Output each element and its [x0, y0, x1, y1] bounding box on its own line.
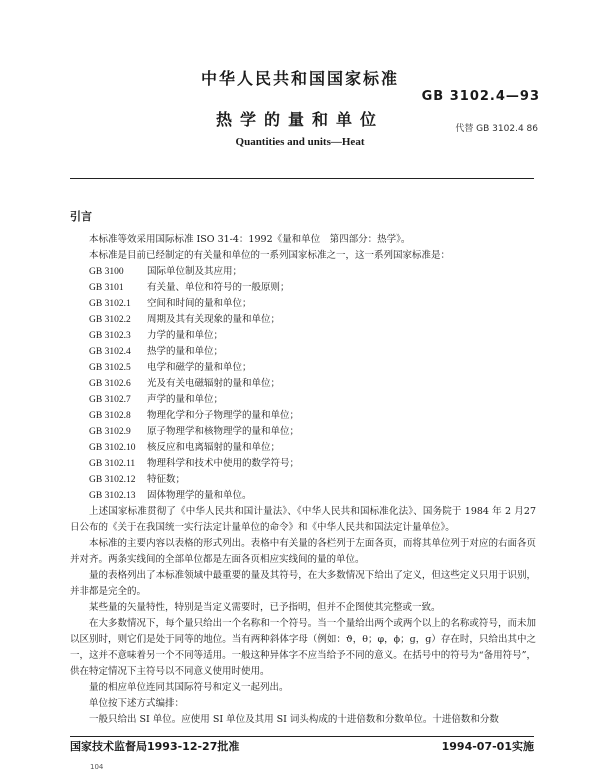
standard-list-item	[70, 264, 536, 280]
standard-name-cell: 热学的量和单位；	[147, 346, 224, 357]
implementation-date: 1994-07-01实施	[441, 740, 534, 753]
approval-line: 国家技术监督局1993-12-27批准	[70, 740, 240, 753]
standard-list-item	[70, 328, 536, 344]
standard-name-cell: 国际单位制及其应用；	[147, 266, 243, 277]
standard-name-cell: 周期及其有关现象的量和单位；	[147, 314, 281, 325]
standard-list-item	[70, 296, 536, 312]
intro-paragraph-1: 本标准等效采用国际标准 ISO 31-4：1992《量和单位 第四部分：热学》。	[89, 234, 411, 245]
standard-code-cell: GB 3102.5	[89, 363, 131, 373]
footer-divider	[70, 736, 534, 737]
intro-paragraph-5: 量的表格列出了本标准领域中最重要的量及其符号，在大多数情况下给出了定义，但这些定义只用于识别，并非都是完全的。	[70, 570, 536, 597]
standard-name-cell: 固体物理学的量和单位。	[147, 490, 252, 501]
standard-name-cell: 空间和时间的量和单位；	[147, 298, 252, 309]
standard-name-cell: 核反应和电离辐射的量和单位；	[147, 442, 281, 453]
standard-code-cell: GB 3102.7	[89, 395, 131, 405]
standard-list-item	[70, 424, 536, 440]
standard-list-item	[70, 392, 536, 408]
english-title: Quantities and units—Heat	[235, 136, 365, 148]
standard-code-cell: GB 3102.2	[89, 315, 131, 325]
intro-paragraph-10: 一般只给出 SI 单位。应使用 SI 单位及其用 SI 词头构成的十进倍数和分数单位。十进倍数和分数	[89, 714, 499, 725]
standard-name-cell: 物理化学和分子物理学的量和单位；	[147, 410, 300, 421]
standard-list-item	[70, 488, 536, 504]
standard-list-item	[70, 408, 536, 424]
standard-list-item	[70, 456, 536, 472]
standard-code-cell: GB 3100	[89, 267, 124, 277]
header-divider	[70, 178, 534, 179]
supersedes-note: 代替 GB 3102.4 86	[455, 124, 538, 134]
intro-paragraph-6: 某些量的矢量特性，特别是当定义需要时，已予指明，但并不企图使其完整或一致。	[89, 602, 441, 613]
standard-name-cell: 电学和磁学的量和单位；	[147, 362, 252, 373]
intro-paragraph-7: 在大多数情况下，每个量只给出一个名称和一个符号。当一个量给出两个或两个以上的名称或符号，而未加以区别时，则它们是处于同等的地位。当有两种斜体字母（例如：ϑ，θ；φ，ϕ；g，ɡ）存在时，只给出其中之一，这并不意味着另一个不同等适用。一般这种异体字不应当给予不同的意义。在括号中的符号为“备用符号”，供在特定情况下主符号以不同意义使用时使用。	[70, 618, 536, 677]
intro-paragraph-8: 量的相应单位连同其国际符号和定义一起列出。	[89, 682, 289, 693]
standard-code-cell: GB 3102.6	[89, 379, 131, 389]
intro-body	[70, 232, 536, 728]
standard-code-cell: GB 3102.9	[89, 427, 131, 437]
standard-code-cell: GB 3102.11	[89, 459, 136, 469]
standard-name-cell: 特征数；	[147, 474, 186, 485]
standard-code-cell: GB 3102.1	[89, 299, 131, 309]
standard-name-cell: 原子物理学和核物理学的量和单位；	[147, 426, 300, 437]
standard-list-item	[70, 472, 536, 488]
page-number: 104	[90, 763, 104, 771]
intro-paragraph-9: 单位按下述方式编排：	[89, 698, 185, 709]
standard-name-cell: 声学的量和单位；	[147, 394, 224, 405]
standard-code-cell: GB 3102.4	[89, 347, 131, 357]
standard-list-item	[70, 376, 536, 392]
intro-paragraph-3: 上述国家标准贯彻了《中华人民共和国计量法》、《中华人民共和国标准化法》、国务院于 1984 年 2 月27 日公布的《关于在我国统一实行法定计量单位的命令》和《中华人民共和国法定计量单位》。	[70, 506, 536, 533]
standard-list-item	[70, 440, 536, 456]
standard-code: GB 3102.4—93	[421, 89, 540, 104]
standard-code-cell: GB 3102.10	[89, 443, 136, 453]
standard-list-item	[70, 344, 536, 360]
standard-code-cell: GB 3102.3	[89, 331, 131, 341]
standard-code-cell: GB 3102.12	[89, 475, 136, 485]
standard-name-cell: 力学的量和单位；	[147, 330, 224, 341]
standard-name-cell: 有关量、单位和符号的一般原则；	[147, 282, 290, 293]
national-standard-heading: 中华人民共和国国家标准	[200, 69, 399, 88]
document-title: 热学的量和单位	[215, 110, 384, 129]
standard-list-item	[70, 280, 536, 296]
standards-list	[70, 264, 536, 504]
standard-list-item	[70, 360, 536, 376]
intro-paragraph-2: 本标准是目前已经制定的有关量和单位的一系列国家标准之一，这一系列国家标准是：	[89, 250, 451, 261]
standard-code-cell: GB 3101	[89, 283, 124, 293]
standard-name-cell: 物理科学和技术中使用的数学符号；	[147, 458, 300, 469]
intro-heading: 引言	[70, 210, 92, 223]
standard-list-item	[70, 312, 536, 328]
standard-code-cell: GB 3102.13	[89, 491, 136, 501]
intro-paragraph-4: 本标准的主要内容以表格的形式列出。表格中有关量的各栏列于左面各页，而将其单位列于对应的右面各页并对齐。两条实线间的全部单位都是左面各页相应实线间的量的单位。	[70, 538, 536, 565]
standard-code-cell: GB 3102.8	[89, 411, 131, 421]
standard-name-cell: 光及有关电磁辐射的量和单位；	[147, 378, 281, 389]
